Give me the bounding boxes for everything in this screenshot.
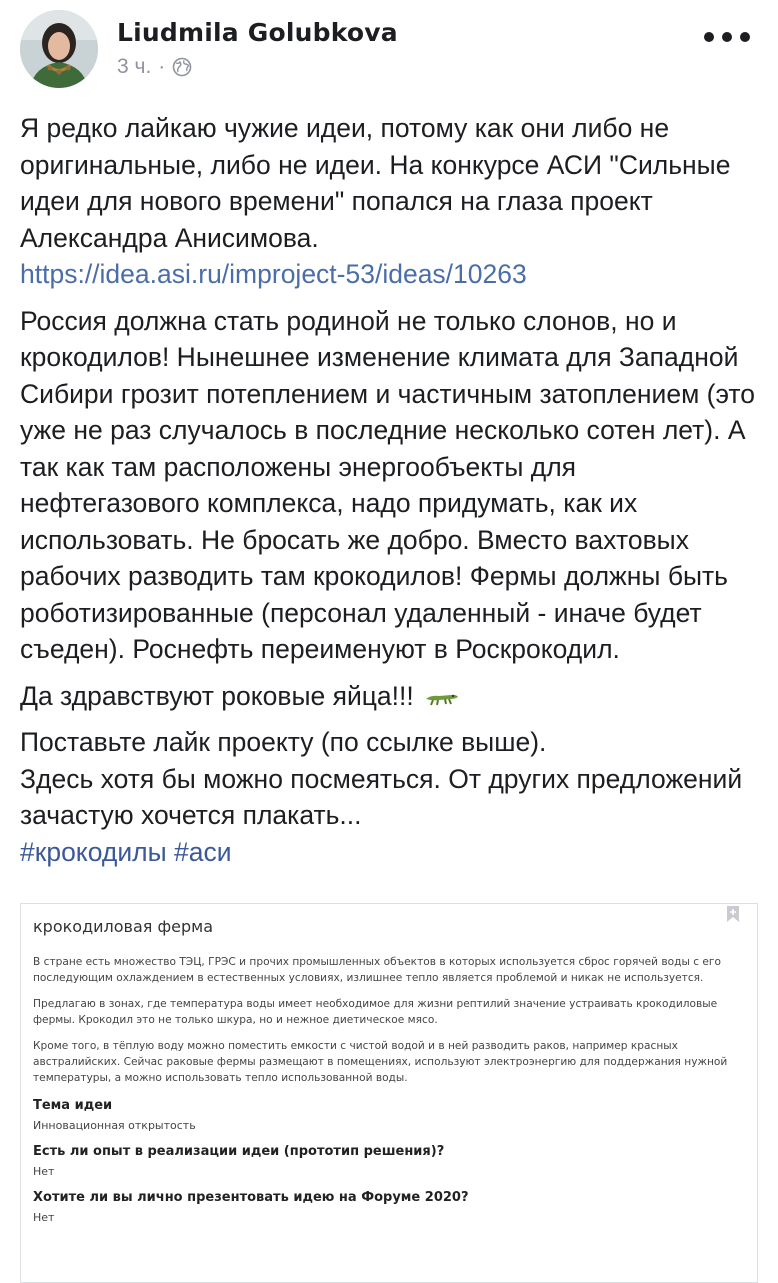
author-name[interactable]: Liudmila Golubkova (117, 18, 398, 47)
card-paragraph-3: Кроме того, в тёплую воду можно поместить емкости с чистой водой и в ней разводить раков, например красных австралийских. Сейчас раковые фермы размещают в помещениях, используют электроэнергию для поддержания нужной температуры, а можно использовать тепло использованной воды. (33, 1040, 728, 1084)
avatar-photo (20, 10, 98, 88)
post-paragraph-1 (20, 110, 760, 293)
globe-icon[interactable] (172, 57, 192, 77)
post-paragraph-3 (20, 678, 760, 715)
attached-image-card[interactable] (20, 903, 758, 1283)
card-answer-experience: Нет (33, 1165, 55, 1178)
post-paragraph-4 (20, 724, 760, 870)
card-question-experience: Есть ли опыт в реализации идеи (прототип решения)? (33, 1144, 445, 1159)
post-meta (117, 55, 192, 79)
card-paragraph-1: В стране есть множество ТЭЦ, ГРЭС и прочих промышленных объектов в которых используется сброс горячей воды с его последующим охлаждением в естественных условиях, излишнее тепло является проблемой и никак не используется. (33, 956, 721, 984)
paragraph-1-text: Я редко лайкаю чужие идеи, потому как они либо не оригинальные, либо не идеи. На конкурсе АСИ "Сильные идеи для нового времени" попался на глаза проект Александра Анисимова. (20, 113, 731, 253)
post-time[interactable]: 3 ч. (117, 55, 152, 78)
card-paragraph-2: Предлагаю в зонах, где температура воды имеет необходимое для жизни рептилий значение устраивать крокодиловые фермы. Крокодил это не только шкура, но и нежное диетическое мясо. (33, 998, 718, 1026)
post-body (20, 110, 760, 870)
card-question-forum: Хотите ли вы лично презентовать идею на Форуме 2020? (33, 1190, 469, 1205)
avatar[interactable] (20, 10, 98, 88)
paragraph-4-line-1: Поставьте лайк проекту (по ссылке выше). (20, 727, 547, 757)
card-question-topic: Тема идеи (33, 1098, 113, 1113)
more-icon-dot (704, 32, 714, 42)
idea-link[interactable]: https://idea.asi.ru/improject-53/ideas/10263 (20, 259, 527, 289)
meta-separator: · (158, 55, 166, 78)
post-header (0, 0, 778, 100)
post-paragraph-2: Россия должна стать родиной не только слонов, но и крокодилов! Нынешнее изменение климата для Западной Сибири грозит потеплением и частичным затоплением (это уже не раз случалось в последние несколько сотен лет). А так как там расположены энергообъекты для нефтегазового комплекса, надо придумать, как их использовать. Не бросать же добро. Вместо вахтовых рабочих разводить там крокодилов! Фермы должны быть роботизированные (персонал удаленный - иначе будет съеден). Роснефть переименуют в Роскрокодил. (20, 305, 756, 664)
more-options-button[interactable] (704, 22, 750, 52)
hashtag-crocodiles[interactable]: #крокодилы (20, 836, 167, 867)
card-answer-forum: Нет (33, 1211, 55, 1224)
more-icon-dot (722, 32, 732, 42)
card-answer-topic: Инновационная открытость (33, 1119, 196, 1132)
crocodile-emoji-icon (425, 689, 459, 707)
paragraph-3-text: Да здравствуют роковые яйца!!! (20, 680, 414, 711)
paragraph-4-line-2: Здесь хотя бы можно посмеяться. От других предложений зачастую хочется плакать... (20, 763, 743, 830)
card-title: крокодиловая ферма (33, 917, 214, 936)
bookmark-icon[interactable] (725, 906, 741, 922)
hashtag-asi[interactable]: #аси (174, 836, 232, 867)
hashtags (20, 837, 232, 867)
card-body (33, 954, 745, 1232)
more-icon-dot (740, 32, 750, 42)
